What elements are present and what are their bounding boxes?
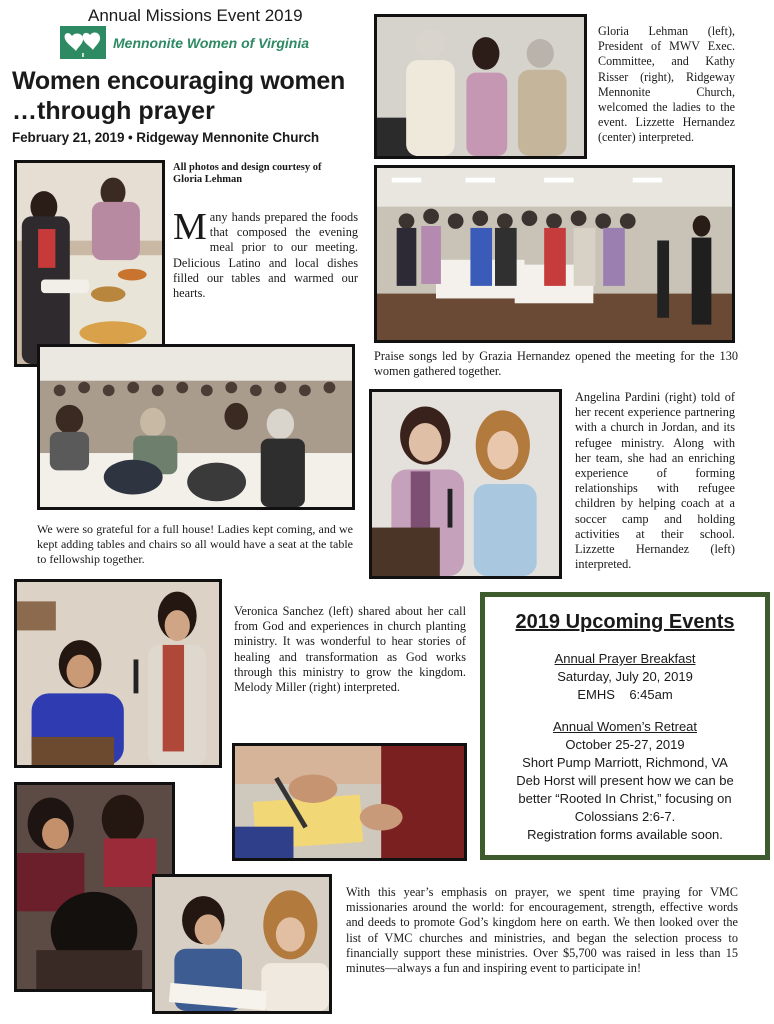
retreat-line-2: better “Rooted In Christ,” focusing on: [518, 791, 732, 806]
photo-praying-women: [14, 782, 175, 992]
photo-praise-songs: [374, 165, 735, 343]
breakfast-heading: Annual Prayer Breakfast: [554, 651, 696, 666]
retreat-date: October 25-27, 2019: [565, 737, 685, 752]
event-label: Annual Missions Event 2019: [88, 6, 303, 25]
photo-welcome: [374, 14, 587, 159]
breakfast-date: Saturday, July 20, 2019: [557, 669, 693, 684]
dateline: February 21, 2019 • Ridgeway Mennonite Church: [12, 130, 320, 145]
logo-mark: [60, 26, 106, 59]
caption-welcome: Gloria Lehman (left), President of MWV Exec. Committee, and Kathy Risser (right), Ridgeway Mennonite Church, welcomed the ladies to the event. Lizzette Hernandez (center) interpreted.: [598, 24, 735, 145]
page-title-line1: Women encouraging women: [12, 67, 345, 95]
retreat-heading: Annual Women’s Retreat: [552, 719, 698, 734]
org-name: Mennonite Women of Virginia: [113, 35, 309, 51]
photo-writing-hands: [232, 743, 467, 861]
retreat-place: Short Pump Marriott, Richmond, VA: [522, 755, 728, 770]
intro-text: any hands prepared the foods that composed the evening meal prior to our meeting. Delicious Latino and local dishes filled our tables and warmed our hearts.: [173, 210, 358, 301]
photo-food-serving: [14, 160, 165, 367]
heart-leaf-icon: [60, 26, 106, 59]
caption-full-house: We were so grateful for a full house! Ladies kept coming, and we kept adding tables and chairs so all would have a seat at the table to fellowship together.: [37, 522, 353, 567]
upcoming-events-box: [480, 592, 770, 860]
photo-reading-list: [152, 874, 332, 1014]
caption-veronica: Veronica Sanchez (left) shared about her call from God and experiences in church planting ministry. It was wonderful to hear stories of healing and transformation as God works through this ministry to grow the kingdom. Melody Miller (right) interpreted.: [234, 604, 466, 695]
retreat-line-3: Colossians 2:6-7.: [574, 809, 676, 824]
caption-praise: Praise songs led by Grazia Hernandez opened the meeting for the 130 women gathered together.: [374, 349, 738, 379]
photo-full-house: [37, 344, 355, 510]
photo-veronica: [14, 579, 222, 768]
retreat-line-4: Registration forms available soon.: [527, 827, 723, 842]
photo-credit: All photos and design courtesy of Gloria Lehman: [173, 162, 322, 185]
page-title-line2: …through prayer: [12, 97, 215, 125]
caption-prayer: With this year’s emphasis on prayer, we spent time praying for VMC missionaries around the world: for encouragement, strength, effective words and deeds to promote God’s kingdom here on earth. We then looked over the list of VMC churches and ministries, and began the selection process to financially support these ministries. Over $5,700 was raised in less than 15 minutes—always a fun and inspiring event to participate in!: [346, 885, 738, 976]
photo-angelina: [369, 389, 562, 579]
intro-paragraph: [173, 206, 358, 301]
retreat-line-1: Deb Horst will present how we can be: [516, 773, 734, 788]
breakfast-place-time: EMHS 6:45am: [577, 687, 673, 702]
caption-angelina: Angelina Pardini (right) told of her recent experience partnering with a church in Jordan, and its refugee ministry. Along with her team, she had an enriching experience of forming relationships with refugee children by helping coach at a soccer camp and holding activities at their school. Lizzette Hernandez (left) interpreted.: [575, 390, 735, 572]
drop-cap: M: [173, 206, 207, 248]
events-title: 2019 Upcoming Events: [515, 611, 735, 633]
